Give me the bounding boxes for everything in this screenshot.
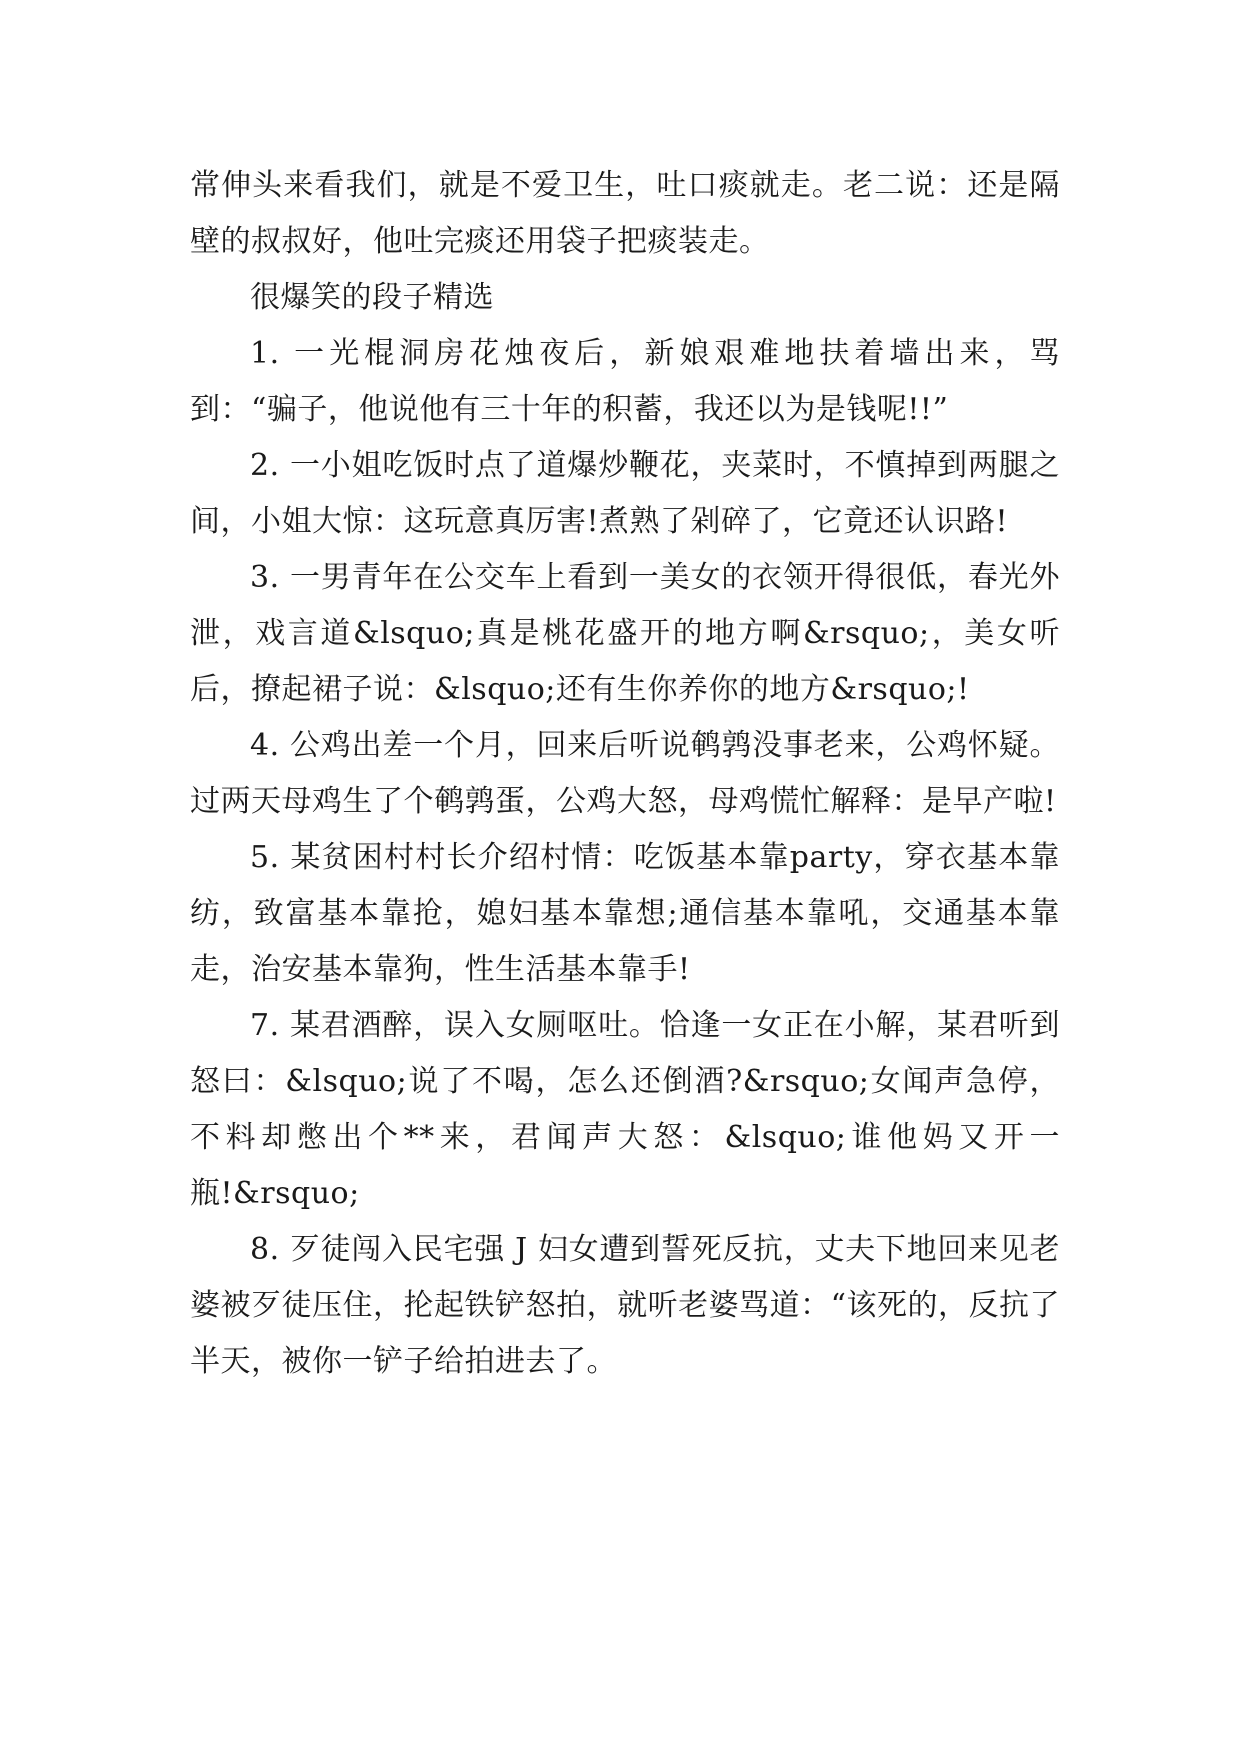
joke-item-8: 8. 歹徒闯入民宅强 J 妇女遭到誓死反抗，丈夫下地回来见老婆被歹徒压住，抡起铁铲怒拍，就听老婆骂道：“该死的，反抗了半天，被你一铲子给拍进去了。 bbox=[190, 1232, 1060, 1379]
section-heading: 很爆笑的段子精选 bbox=[250, 280, 494, 315]
joke-item-2: 2. 一小姐吃饭时点了道爆炒鞭花，夹菜时，不慎掉到两腿之间，小姐大惊：这玩意真厉害!煮熟了剁碎了，它竟还认识路! bbox=[190, 448, 1060, 539]
joke-item-3: 3. 一男青年在公交车上看到一美女的衣领开得很低，春光外泄，戏言道&lsquo;真是桃花盛开的地方啊&rsquo;，美女听后，撩起裙子说：&lsquo;还有生你养你的地方&rsquo;! bbox=[190, 560, 1060, 707]
joke-item-5: 5. 某贫困村村长介绍村情：吃饭基本靠party，穿衣基本靠纺，致富基本靠抢，媳妇基本靠想;通信基本靠吼，交通基本靠走，治安基本靠狗，性生活基本靠手! bbox=[190, 840, 1060, 987]
joke-item-4: 4. 公鸡出差一个月，回来后听说鹌鹑没事老来，公鸡怀疑。过两天母鸡生了个鹌鹑蛋，公鸡大怒，母鸡慌忙解释：是早产啦! bbox=[190, 728, 1060, 819]
joke-item-7: 7. 某君酒醉，误入女厕呕吐。恰逢一女正在小解，某君听到怒曰：&lsquo;说了不喝，怎么还倒酒?&rsquo;女闻声急停，不料却憋出个**来，君闻声大怒：&lsquo;谁他妈又开一瓶!&rsquo; bbox=[190, 1008, 1060, 1211]
paragraph-continuation: 常伸头来看我们，就是不爱卫生，吐口痰就走。老二说：还是隔壁的叔叔好，他吐完痰还用袋子把痰装走。 bbox=[190, 168, 1060, 259]
joke-item-1: 1. 一光棍洞房花烛夜后，新娘艰难地扶着墙出来，骂到：“骗子，他说他有三十年的积蓄，我还以为是钱呢!!” bbox=[190, 336, 1060, 427]
document-body bbox=[190, 158, 1060, 1390]
